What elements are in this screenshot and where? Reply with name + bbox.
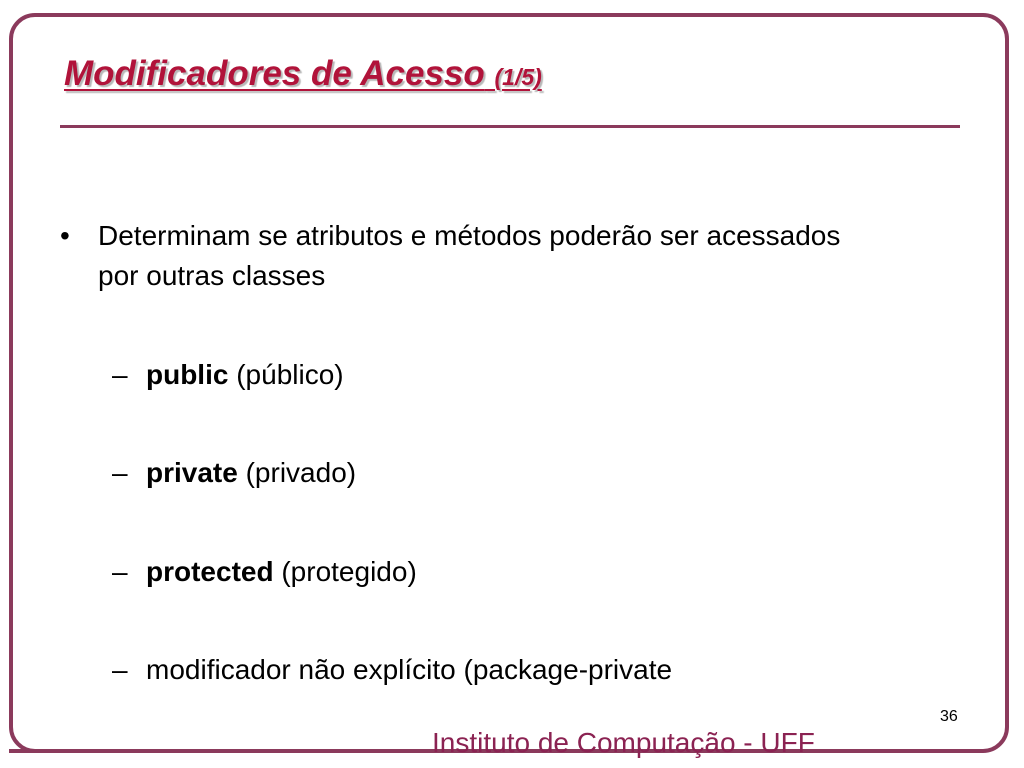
sub-item-keyword: public (146, 359, 229, 390)
sub-item-text: (privado) (237, 457, 357, 488)
title-divider (60, 125, 960, 128)
sub-item-public (112, 355, 344, 395)
sub-item-text: modificador não explícito (package-private (146, 654, 673, 685)
sub-item-dash: – (112, 359, 128, 390)
sub-item-private (112, 453, 356, 493)
sub-item-package-private (112, 650, 672, 690)
slide-title-part: (1/5) (494, 64, 542, 90)
slide-title (64, 52, 542, 99)
bullet-glyph: • (60, 220, 70, 251)
sub-item-dash: – (112, 457, 128, 488)
sub-item-text: (protegido) (273, 556, 417, 587)
sub-item-dash: – (112, 556, 128, 587)
footer-institution: Instituto de Computação - UFF (432, 727, 815, 758)
page-number: 36 (940, 708, 958, 725)
sub-item-keyword: protected (146, 556, 274, 587)
slide-title-main: Modificadores de Acesso (64, 54, 485, 93)
footer-divider (9, 749, 413, 753)
bullet-text: Determinam se atributos e métodos poderão ser acessados por outras classes (98, 220, 841, 291)
sub-item-protected (112, 552, 417, 592)
sub-item-text: (público) (228, 359, 344, 390)
sub-item-dash: – (112, 654, 128, 685)
sub-item-keyword: private (146, 457, 238, 488)
